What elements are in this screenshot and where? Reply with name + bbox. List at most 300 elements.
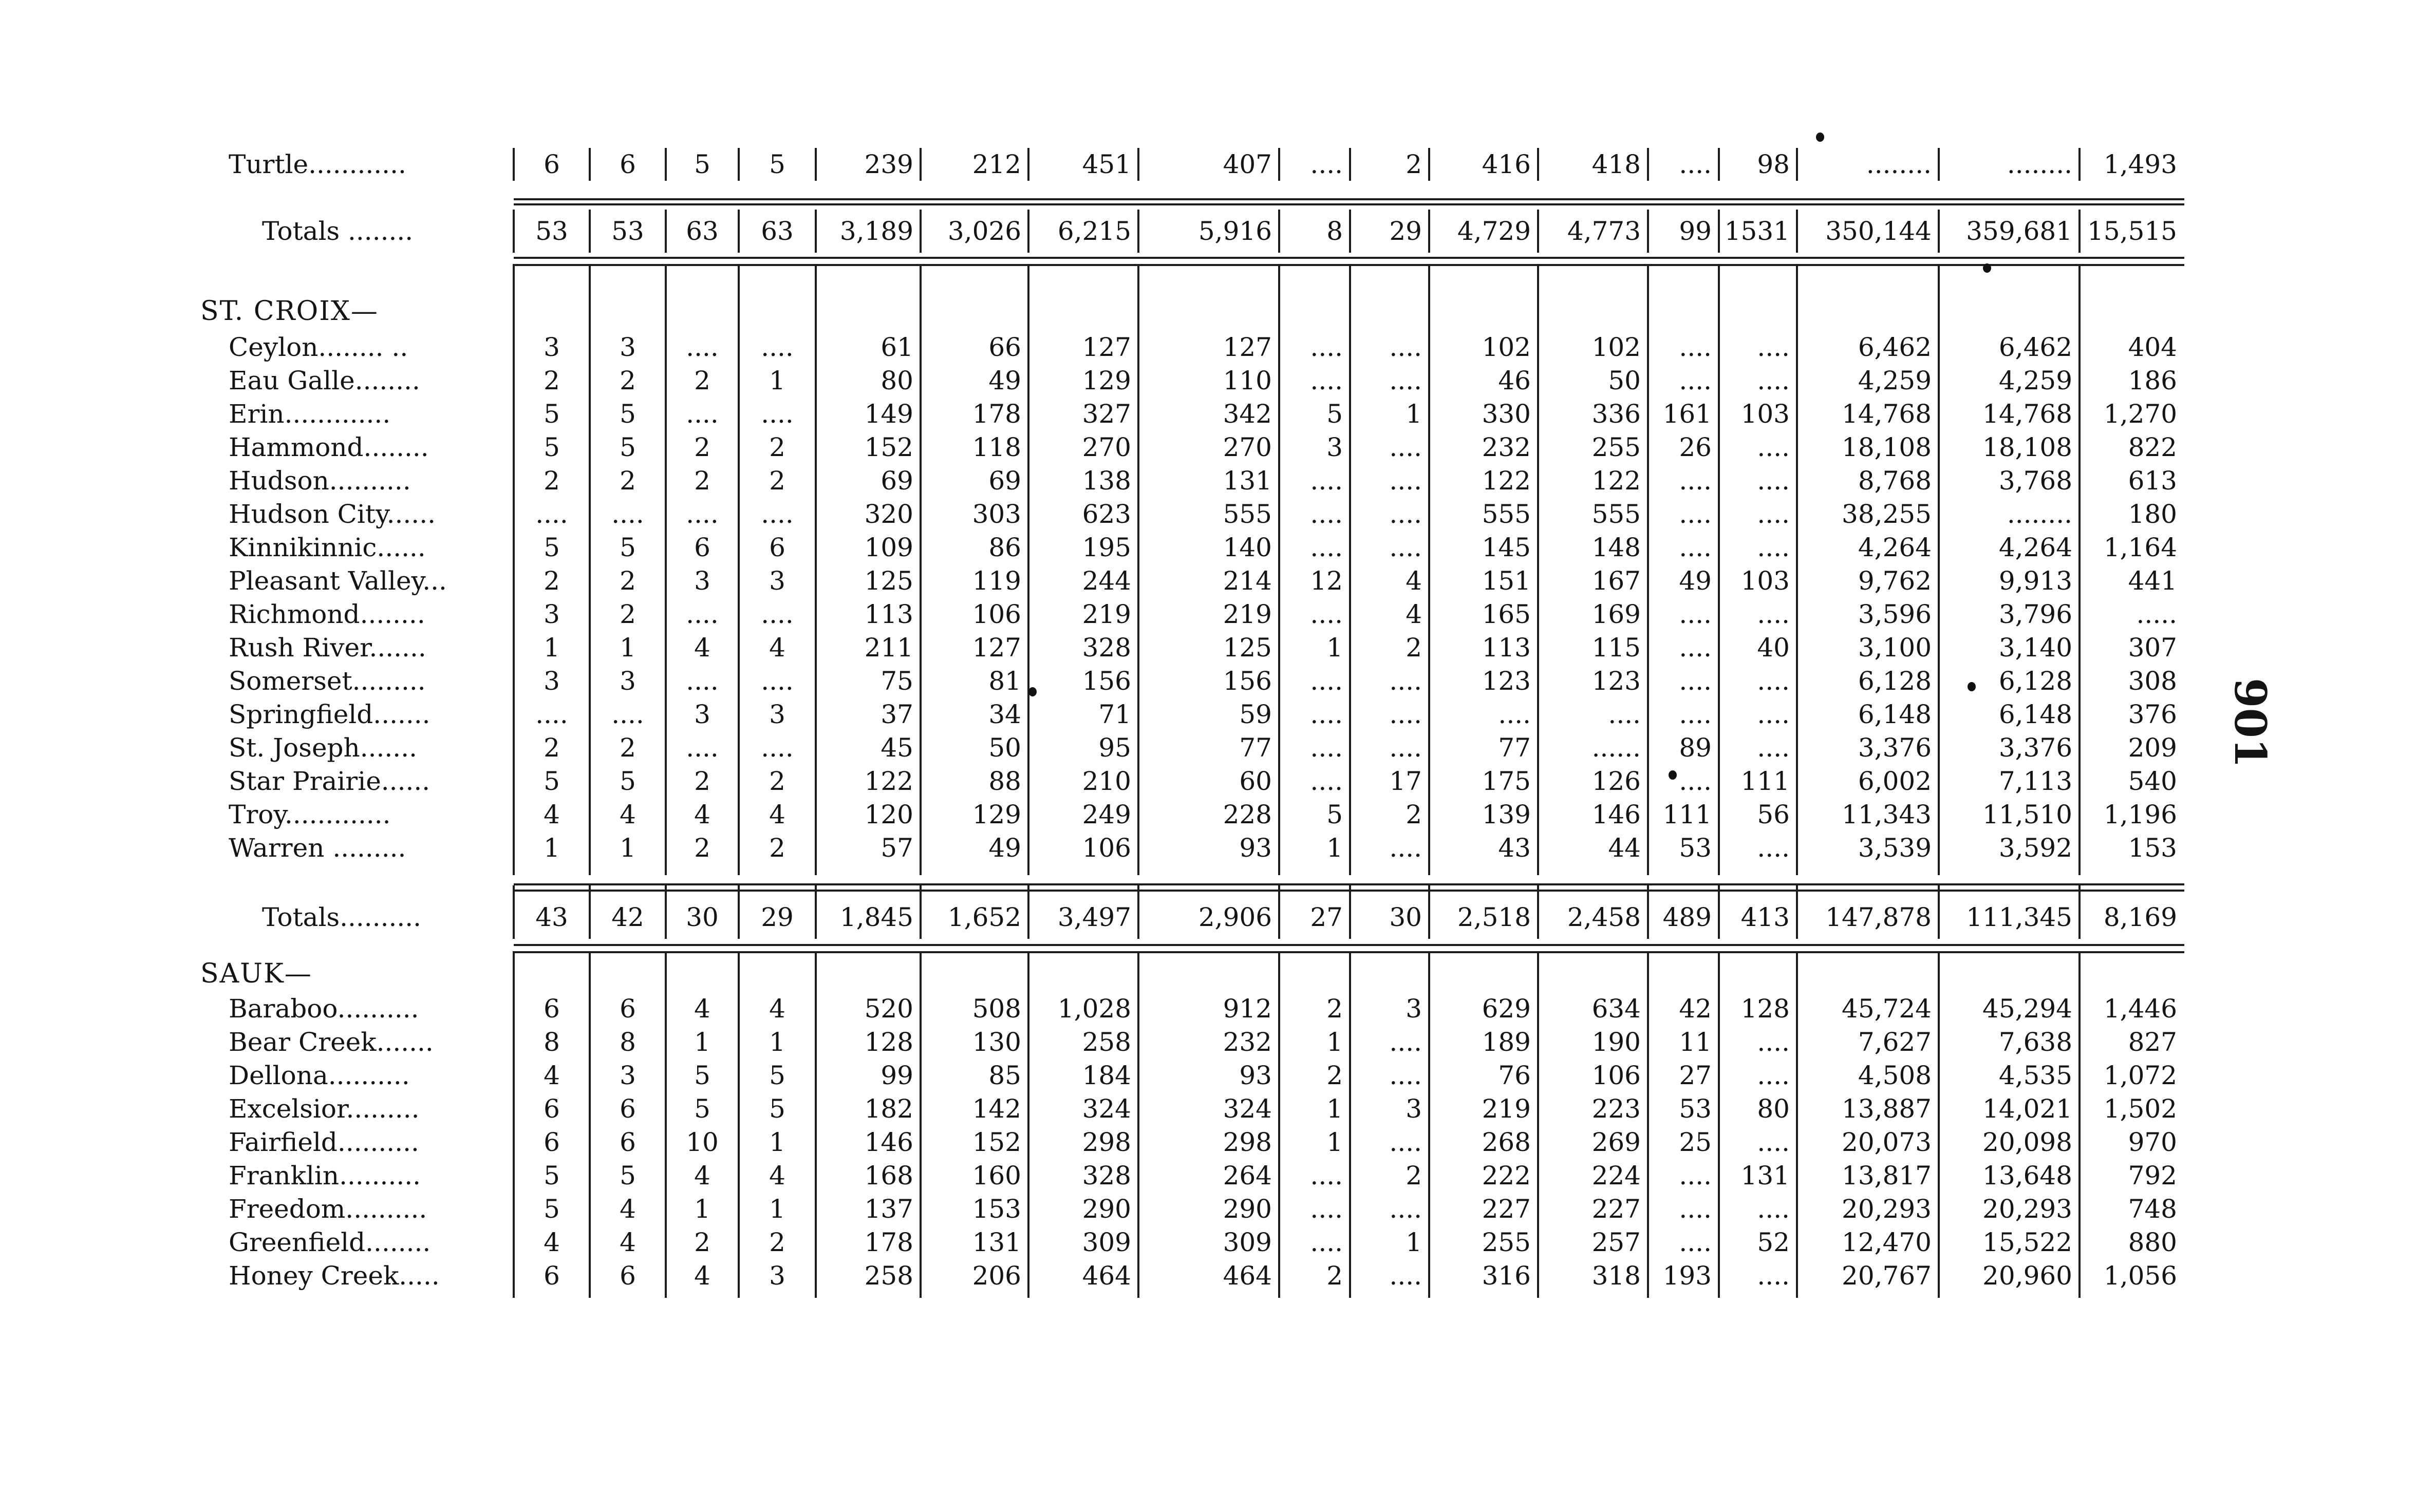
table-row-cell: 4: [769, 800, 785, 829]
table-row-cell: 123: [1591, 666, 1641, 696]
table-row-cell: 464: [1223, 1261, 1272, 1291]
table-row-cell: 328: [1082, 633, 1131, 663]
table-row-cell: 59: [1239, 700, 1272, 729]
totals-row-cell: 43: [535, 902, 568, 932]
table-row-cell: 2: [620, 366, 636, 395]
table-row-cell: ....: [535, 700, 568, 729]
table-row-cell: 3: [620, 666, 636, 696]
table-row-cell: 6,148: [1998, 700, 2072, 729]
table-row-cell: 42: [1679, 994, 1712, 1024]
column-rule: [1796, 210, 1798, 253]
column-rule: [513, 885, 515, 939]
totals-row-cell: 6,215: [1057, 216, 1131, 246]
table-row-cell: 4,264: [1858, 533, 1932, 562]
table-row-cell: 623: [1082, 499, 1131, 529]
table-row-cell: 5: [1326, 800, 1343, 829]
table-row-cell: ....: [1310, 533, 1343, 562]
table-row-cell: 4: [769, 633, 785, 663]
table-row-cell: ....: [1310, 499, 1343, 529]
table-row-cell: 129: [972, 800, 1021, 829]
table-row-cell: 7,638: [1998, 1027, 2072, 1057]
table-row-cell: 89: [1679, 733, 1712, 763]
table-row-cell: 186: [2128, 366, 2177, 395]
table-row-cell: 822: [2128, 432, 2177, 462]
table-row-cell: 324: [1223, 1094, 1272, 1124]
table-row-cell: 2: [620, 599, 636, 629]
table-row-cell: ....: [686, 666, 719, 696]
column-rule: [1647, 264, 1649, 875]
table-row-cell: ....: [1310, 149, 1343, 179]
table-row-cell: 4: [694, 1261, 710, 1291]
rule-before-totals: [514, 198, 2184, 200]
table-row-cell: ....: [1679, 1194, 1712, 1224]
table-row-cell: 4: [620, 800, 636, 829]
table-row-name: Springfield.......: [229, 700, 430, 729]
table-row-cell: 189: [1482, 1027, 1531, 1057]
table-row-cell: ....: [1679, 149, 1712, 179]
column-rule: [815, 885, 817, 939]
table-row-cell: ....: [1679, 466, 1712, 496]
table-row-cell: ........: [2007, 499, 2072, 529]
table-row-cell: 1,196: [2103, 800, 2177, 829]
table-row-cell: 227: [1482, 1194, 1531, 1224]
table-row-cell: 125: [1223, 633, 1272, 663]
table-row-cell: 2: [620, 466, 636, 496]
table-row-cell: 224: [1591, 1161, 1641, 1190]
table-row-cell: 3: [694, 700, 710, 729]
table-row-cell: ....: [1389, 666, 1422, 696]
totals-row-cell: 29: [761, 902, 794, 932]
table-row-cell: 3: [769, 566, 785, 596]
totals-row-cell: 30: [686, 902, 719, 932]
table-row-cell: 14,768: [1842, 399, 1932, 429]
table-row-cell: 57: [881, 833, 913, 863]
table-row-cell: 6: [620, 149, 636, 179]
table-row-cell: 142: [972, 1094, 1021, 1124]
table-row-cell: 77: [1498, 733, 1531, 763]
table-row-cell: 520: [864, 994, 913, 1024]
ink-speck: [1983, 263, 1991, 273]
table-row-cell: 53: [1679, 1094, 1712, 1124]
totals-row-cell: 2,906: [1198, 902, 1272, 932]
table-row-cell: 5: [620, 432, 636, 462]
table-row-cell: 149: [864, 399, 913, 429]
table-row-cell: 6,148: [1858, 700, 1932, 729]
table-row-cell: 49: [1679, 566, 1712, 596]
table-row-cell: 1: [1326, 1027, 1343, 1057]
table-row-cell: 5: [544, 1161, 560, 1190]
table-row-cell: 268: [1482, 1127, 1531, 1157]
table-row-cell: 1: [769, 1194, 785, 1224]
table-row-cell: ....: [1757, 833, 1790, 863]
table-row-cell: 555: [1591, 499, 1641, 529]
table-row-cell: 6: [620, 994, 636, 1024]
table-row-cell: 6,462: [1998, 332, 2072, 362]
table-row-cell: 2: [694, 833, 710, 863]
column-rule: [513, 148, 515, 181]
table-row-cell: 255: [1482, 1227, 1531, 1257]
table-row-cell: 2: [544, 566, 560, 596]
totals-row-name: Totals..........: [262, 902, 422, 932]
table-row-cell: ....: [1389, 1027, 1422, 1057]
table-row-cell: ....: [1679, 666, 1712, 696]
totals-row-cell: 147,878: [1825, 902, 1932, 932]
table-row-cell: 128: [1740, 994, 1790, 1024]
table-row-cell: 130: [972, 1027, 1021, 1057]
table-row-cell: 4,535: [1998, 1061, 2072, 1090]
table-row-cell: ....: [761, 666, 794, 696]
totals-row-cell: 5,916: [1198, 216, 1272, 246]
table-row-cell: 1,028: [1057, 994, 1131, 1024]
table-row-cell: ....: [1310, 666, 1343, 696]
table-row-cell: 328: [1082, 1161, 1131, 1190]
table-row-cell: 6: [544, 994, 560, 1024]
table-row-name: Fairfield..........: [229, 1127, 419, 1157]
table-row-cell: 1: [769, 1127, 785, 1157]
table-row-cell: 416: [1482, 149, 1531, 179]
table-row-cell: 27: [1679, 1061, 1712, 1090]
table-row-cell: 169: [1591, 599, 1641, 629]
table-row-cell: ....: [1389, 533, 1422, 562]
table-row-cell: ....: [686, 499, 719, 529]
table-row-cell: ....: [1679, 1227, 1712, 1257]
table-row-cell: ....: [1389, 332, 1422, 362]
table-row-cell: 26: [1679, 432, 1712, 462]
table-row-cell: 111: [1740, 766, 1790, 796]
table-row-name: Bear Creek.......: [229, 1027, 434, 1057]
column-rule: [738, 264, 740, 875]
table-row-name: Richmond........: [229, 599, 425, 629]
column-rule: [1137, 885, 1139, 939]
table-row-cell: 2: [694, 766, 710, 796]
table-row-cell: 407: [1223, 149, 1272, 179]
column-rule: [815, 264, 817, 875]
table-row-cell: 103: [1740, 566, 1790, 596]
table-row-cell: 1,502: [2103, 1094, 2177, 1124]
table-row-cell: 5: [544, 533, 560, 562]
table-row-cell: 1: [620, 633, 636, 663]
table-row-cell: 232: [1482, 432, 1531, 462]
table-row-cell: 9,762: [1858, 566, 1932, 596]
table-row-cell: 5: [694, 149, 710, 179]
table-row-cell: 25: [1679, 1127, 1712, 1157]
table-row-cell: 1: [1326, 833, 1343, 863]
table-row-cell: 38,255: [1842, 499, 1932, 529]
table-row-cell: 1,072: [2103, 1061, 2177, 1090]
column-rule: [2078, 885, 2081, 939]
table-row-cell: 223: [1591, 1094, 1641, 1124]
table-row-cell: 404: [2128, 332, 2177, 362]
table-row-cell: 6,128: [1858, 666, 1932, 696]
table-row-cell: ....: [761, 399, 794, 429]
column-rule: [1537, 148, 1539, 181]
table-row-cell: ....: [1757, 700, 1790, 729]
table-row-cell: 2: [769, 466, 785, 496]
table-row-cell: 140: [1223, 533, 1272, 562]
table-row-cell: 8: [620, 1027, 636, 1057]
table-row-cell: 109: [864, 533, 913, 562]
table-row-cell: ....: [1757, 332, 1790, 362]
table-row-cell: 45: [881, 733, 913, 763]
column-rule: [815, 951, 817, 1298]
table-row-cell: 153: [972, 1194, 1021, 1224]
table-row-cell: ....: [1389, 499, 1422, 529]
table-row-cell: 244: [1082, 566, 1131, 596]
table-row-cell: 219: [1482, 1094, 1531, 1124]
table-row-cell: 555: [1482, 499, 1531, 529]
section-heading: ST. CROIX—: [200, 296, 379, 327]
table-row-cell: 3,376: [1998, 733, 2072, 763]
table-row-cell: 156: [1223, 666, 1272, 696]
table-row-cell: 138: [1082, 466, 1131, 496]
totals-row-cell: 111,345: [1966, 902, 2072, 932]
column-rule: [920, 951, 922, 1298]
table-row-cell: ....: [1310, 599, 1343, 629]
table-row-cell: 441: [2128, 566, 2177, 596]
table-row-cell: 316: [1482, 1261, 1531, 1291]
column-rule: [1137, 148, 1139, 181]
column-rule: [920, 210, 922, 253]
column-rule: [1349, 264, 1351, 875]
table-row-cell: 1: [1406, 1227, 1422, 1257]
table-row-cell: 255: [1591, 432, 1641, 462]
column-rule: [1027, 885, 1029, 939]
totals-row-cell: 63: [686, 216, 719, 246]
table-row-cell: 46: [1498, 366, 1531, 395]
table-row-cell: 4: [544, 1061, 560, 1090]
table-row-cell: 3: [1406, 994, 1422, 1024]
table-row-cell: 336: [1591, 399, 1641, 429]
table-row-cell: 298: [1082, 1127, 1131, 1157]
table-row-cell: 6,462: [1858, 332, 1932, 362]
totals-row-cell: 8,169: [2103, 902, 2177, 932]
table-row-cell: 66: [988, 332, 1021, 362]
table-row-cell: 85: [988, 1061, 1021, 1090]
table-row-cell: 178: [972, 399, 1021, 429]
table-row-name: Baraboo..........: [229, 994, 419, 1024]
table-row-cell: 3: [620, 1061, 636, 1090]
table-row-cell: ....: [1757, 499, 1790, 529]
column-rule: [815, 210, 817, 253]
table-row-cell: 50: [988, 733, 1021, 763]
totals-row-cell: 53: [535, 216, 568, 246]
table-row-cell: 540: [2128, 766, 2177, 796]
section-heading: SAUK—: [200, 958, 312, 989]
table-row-cell: 2: [769, 766, 785, 796]
table-row-cell: 20,960: [1982, 1261, 2072, 1291]
table-row-cell: ....: [761, 332, 794, 362]
table-row-name: Honey Creek.....: [229, 1261, 440, 1291]
table-row-cell: 145: [1482, 533, 1531, 562]
table-row-cell: 129: [1082, 366, 1131, 395]
totals-row-cell: 3,189: [839, 216, 913, 246]
table-row-cell: 1,446: [2103, 994, 2177, 1024]
column-rule: [1137, 264, 1139, 875]
table-row-cell: ....: [1389, 466, 1422, 496]
column-rule: [1796, 148, 1798, 181]
table-row-cell: 120: [864, 800, 913, 829]
table-row-cell: ....: [1310, 366, 1343, 395]
column-rule: [1938, 885, 1940, 939]
totals-row-cell: 1531: [1724, 216, 1790, 246]
table-row-name: Rush River.......: [229, 633, 426, 663]
table-row-cell: 258: [864, 1261, 913, 1291]
table-row-cell: 40: [1757, 633, 1790, 663]
totals-row-cell: 15,515: [2087, 216, 2177, 246]
column-rule: [1349, 951, 1351, 1298]
column-rule: [738, 148, 740, 181]
table-row-cell: ....: [761, 599, 794, 629]
table-row-cell: ....: [1757, 666, 1790, 696]
table-row-name: Erin.............: [229, 399, 391, 429]
column-rule: [1938, 951, 1940, 1298]
table-row-cell: 13,887: [1842, 1094, 1932, 1124]
table-row-cell: 103: [1740, 399, 1790, 429]
totals-row-cell: 3,497: [1057, 902, 1131, 932]
totals-row-cell: 27: [1310, 902, 1343, 932]
table-row-cell: ....: [1757, 733, 1790, 763]
table-row-cell: 127: [1082, 332, 1131, 362]
table-row-cell: ....: [761, 499, 794, 529]
table-row-cell: ....: [1498, 700, 1531, 729]
column-rule: [665, 951, 667, 1298]
table-row-cell: ....: [686, 332, 719, 362]
table-row-cell: 5: [620, 399, 636, 429]
table-row-cell: 75: [881, 666, 913, 696]
table-row-cell: ....: [1757, 1061, 1790, 1090]
table-row-cell: 219: [1082, 599, 1131, 629]
table-row-cell: 126: [1591, 766, 1641, 796]
totals-row-cell: 4,729: [1457, 216, 1531, 246]
totals-row-cell: 30: [1389, 902, 1422, 932]
column-rule: [665, 885, 667, 939]
table-row-cell: 178: [864, 1227, 913, 1257]
table-row-cell: 2: [544, 733, 560, 763]
table-row-cell: 111: [1662, 800, 1712, 829]
table-row-cell: 212: [972, 149, 1021, 179]
table-row-cell: 137: [864, 1194, 913, 1224]
table-row-cell: 634: [1591, 994, 1641, 1024]
column-rule: [1428, 210, 1430, 253]
table-row-cell: 258: [1082, 1027, 1131, 1057]
table-row-cell: 5: [544, 432, 560, 462]
table-row-cell: 222: [1482, 1161, 1531, 1190]
table-row-name: Turtle............: [229, 149, 406, 179]
table-row-cell: 3,596: [1858, 599, 1932, 629]
table-row-cell: ....: [1310, 466, 1343, 496]
table-row-cell: 629: [1482, 994, 1531, 1024]
column-rule: [1537, 264, 1539, 875]
table-row-cell: 4: [620, 1194, 636, 1224]
table-row-cell: ....: [686, 733, 719, 763]
table-row-cell: 342: [1223, 399, 1272, 429]
column-rule: [589, 210, 591, 253]
column-rule: [1647, 148, 1649, 181]
table-row-cell: 17: [1389, 766, 1422, 796]
table-row-cell: 53: [1679, 833, 1712, 863]
table-row-cell: 45,724: [1842, 994, 1932, 1024]
table-row-cell: 269: [1591, 1127, 1641, 1157]
table-row-cell: 113: [864, 599, 913, 629]
column-rule: [513, 210, 515, 253]
table-row-cell: 11,510: [1982, 800, 2072, 829]
table-row-cell: 165: [1482, 599, 1531, 629]
table-row-cell: 2: [620, 566, 636, 596]
table-row-cell: 4: [1406, 599, 1422, 629]
table-row-cell: 2: [769, 1227, 785, 1257]
table-row-cell: 123: [1482, 666, 1531, 696]
table-row-cell: 80: [881, 366, 913, 395]
column-rule: [1796, 885, 1798, 939]
table-row-cell: 5: [769, 1061, 785, 1090]
double-rule: [514, 257, 2184, 259]
table-row-cell: 2: [1406, 1161, 1422, 1190]
table-row-cell: 6: [694, 533, 710, 562]
table-row-cell: 122: [1482, 466, 1531, 496]
table-row-cell: 5: [544, 766, 560, 796]
table-row-cell: 2: [1406, 633, 1422, 663]
column-rule: [1647, 951, 1649, 1298]
table-row-cell: 1: [769, 1027, 785, 1057]
table-row-cell: 122: [1591, 466, 1641, 496]
table-row-cell: 2: [694, 466, 710, 496]
table-row-cell: 49: [988, 833, 1021, 863]
table-row-cell: 148: [1591, 533, 1641, 562]
table-row-cell: ....: [1389, 1127, 1422, 1157]
table-row-cell: 6: [769, 533, 785, 562]
table-row-cell: 290: [1082, 1194, 1131, 1224]
table-row-cell: 81: [988, 666, 1021, 696]
column-rule: [1718, 148, 1720, 181]
column-rule: [815, 148, 817, 181]
table-row-cell: 2: [544, 366, 560, 395]
column-rule: [1137, 210, 1139, 253]
table-row-cell: 13,817: [1842, 1161, 1932, 1190]
table-row-cell: 69: [881, 466, 913, 496]
totals-row-cell: 99: [1679, 216, 1712, 246]
column-rule: [1537, 951, 1539, 1298]
table-row-cell: ....: [1679, 332, 1712, 362]
table-row-cell: 210: [1082, 766, 1131, 796]
table-row-cell: 93: [1239, 1061, 1272, 1090]
table-row-cell: ....: [1389, 700, 1422, 729]
table-row-cell: 12: [1310, 566, 1343, 596]
table-row-cell: 4: [769, 994, 785, 1024]
table-row-cell: 152: [972, 1127, 1021, 1157]
table-row-cell: 880: [2128, 1227, 2177, 1257]
table-row-cell: 206: [972, 1261, 1021, 1291]
table-row-cell: 7,113: [1998, 766, 2072, 796]
table-row-cell: 131: [972, 1227, 1021, 1257]
column-rule: [1349, 210, 1351, 253]
table-row-cell: 14,768: [1982, 399, 2072, 429]
table-row-cell: 970: [2128, 1127, 2177, 1157]
table-row-cell: 3: [769, 1261, 785, 1291]
table-row-cell: 2: [1326, 1261, 1343, 1291]
table-row-cell: 5: [769, 149, 785, 179]
table-row-cell: 464: [1082, 1261, 1131, 1291]
table-row-cell: 86: [988, 533, 1021, 562]
table-row-name: Greenfield........: [229, 1227, 431, 1257]
table-row-cell: 128: [864, 1027, 913, 1057]
table-row-cell: 2: [620, 733, 636, 763]
table-row-cell: 102: [1591, 332, 1641, 362]
table-row-cell: 318: [1591, 1261, 1641, 1291]
table-row-cell: ....: [1389, 733, 1422, 763]
table-row-name: Star Prairie......: [229, 766, 430, 796]
table-row-cell: 6: [544, 149, 560, 179]
table-row-cell: 376: [2128, 700, 2177, 729]
